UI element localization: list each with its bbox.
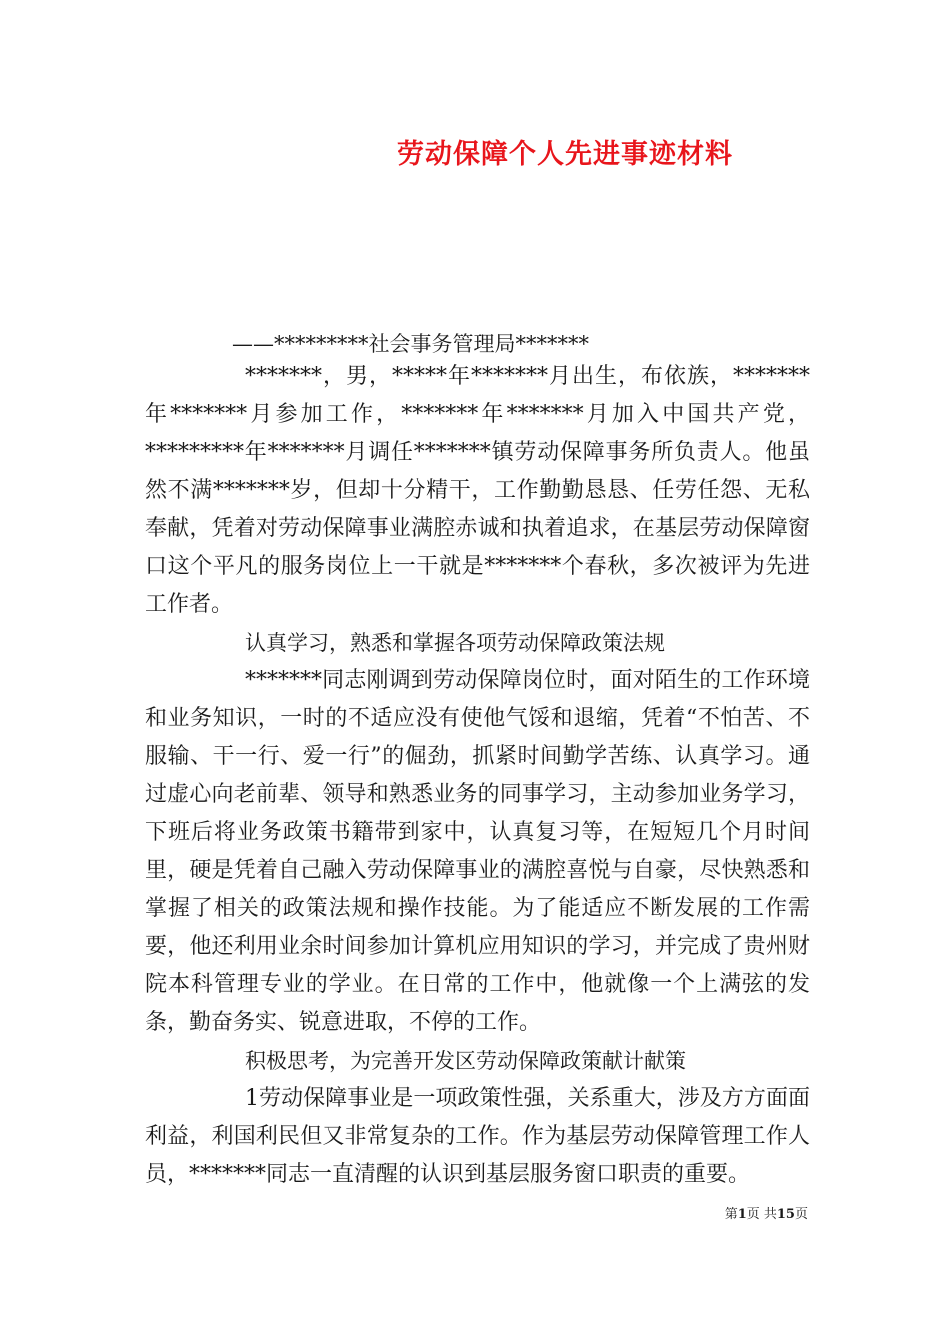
- document-body: [145, 358, 810, 1194]
- footer-prefix: 第: [724, 1207, 738, 1222]
- document-title: 劳动保障个人先进事迹材料: [397, 139, 733, 170]
- footer-suffix: 页: [794, 1207, 808, 1222]
- footer-total-pages: 15: [776, 1207, 795, 1222]
- page-footer: [725, 1203, 808, 1222]
- paragraph-intro: *******，男，*****年*******月出生，布依族，*******年*******月参加工作，*******年*******月加入中国共产党，*********年*******月调任*******镇劳动保障事务所负责人。他虽然不满*******岁，但却十分精干，工作勤勤恳恳、任劳任怨、无私奉献，凭着对劳动保障事业满腔赤诚和执着追求，在基层劳动保障窗口这个平凡的服务岗位上一干就是*******个春秋，多次被评为先进工作者。: [145, 364, 810, 617]
- footer-middle: 页 共: [746, 1207, 777, 1222]
- paragraph-study: *******同志刚调到劳动保障岗位时，面对陌生的工作环境和业务知识，一时的不适应没有使他气馁和退缩，凭着“不怕苦、不服输、干一行、爱一行”的倔劲，抓紧时间勤学苦练、认真学习。通过虚心向老前辈、领导和熟悉业务的同事学习，主动参加业务学习，下班后将业务政策书籍带到家中，认真复习等，在短短几个月时间里，硬是凭着自己融入劳动保障事业的满腔喜悦与自豪，尽快熟悉和掌握了相关的政策法规和操作技能。为了能适应不断发展的工作需要，他还利用业余时间参加计算机应用知识的学习，并完成了贵州财院本科管理专业的学业。在日常的工作中，他就像一个上满弦的发条，勤奋务实、锐意进取，不停的工作。: [145, 668, 810, 1035]
- section-heading-study: 认真学习，熟悉和掌握各项劳动保障政策法规: [245, 631, 665, 655]
- footer-page-number: 1: [737, 1207, 747, 1222]
- section-heading-think: 积极思考，为完善开发区劳动保障政策献计献策: [245, 1049, 686, 1073]
- document-subtitle: ——*********社会事务管理局*******: [232, 332, 589, 356]
- paragraph-think: 1劳动保障事业是一项政策性强，关系重大，涉及方方面面利益，利国利民但又非常复杂的工作。作为基层劳动保障管理工作人员，*******同志一直清醒的认识到基层服务窗口职责的重要。: [145, 1086, 810, 1187]
